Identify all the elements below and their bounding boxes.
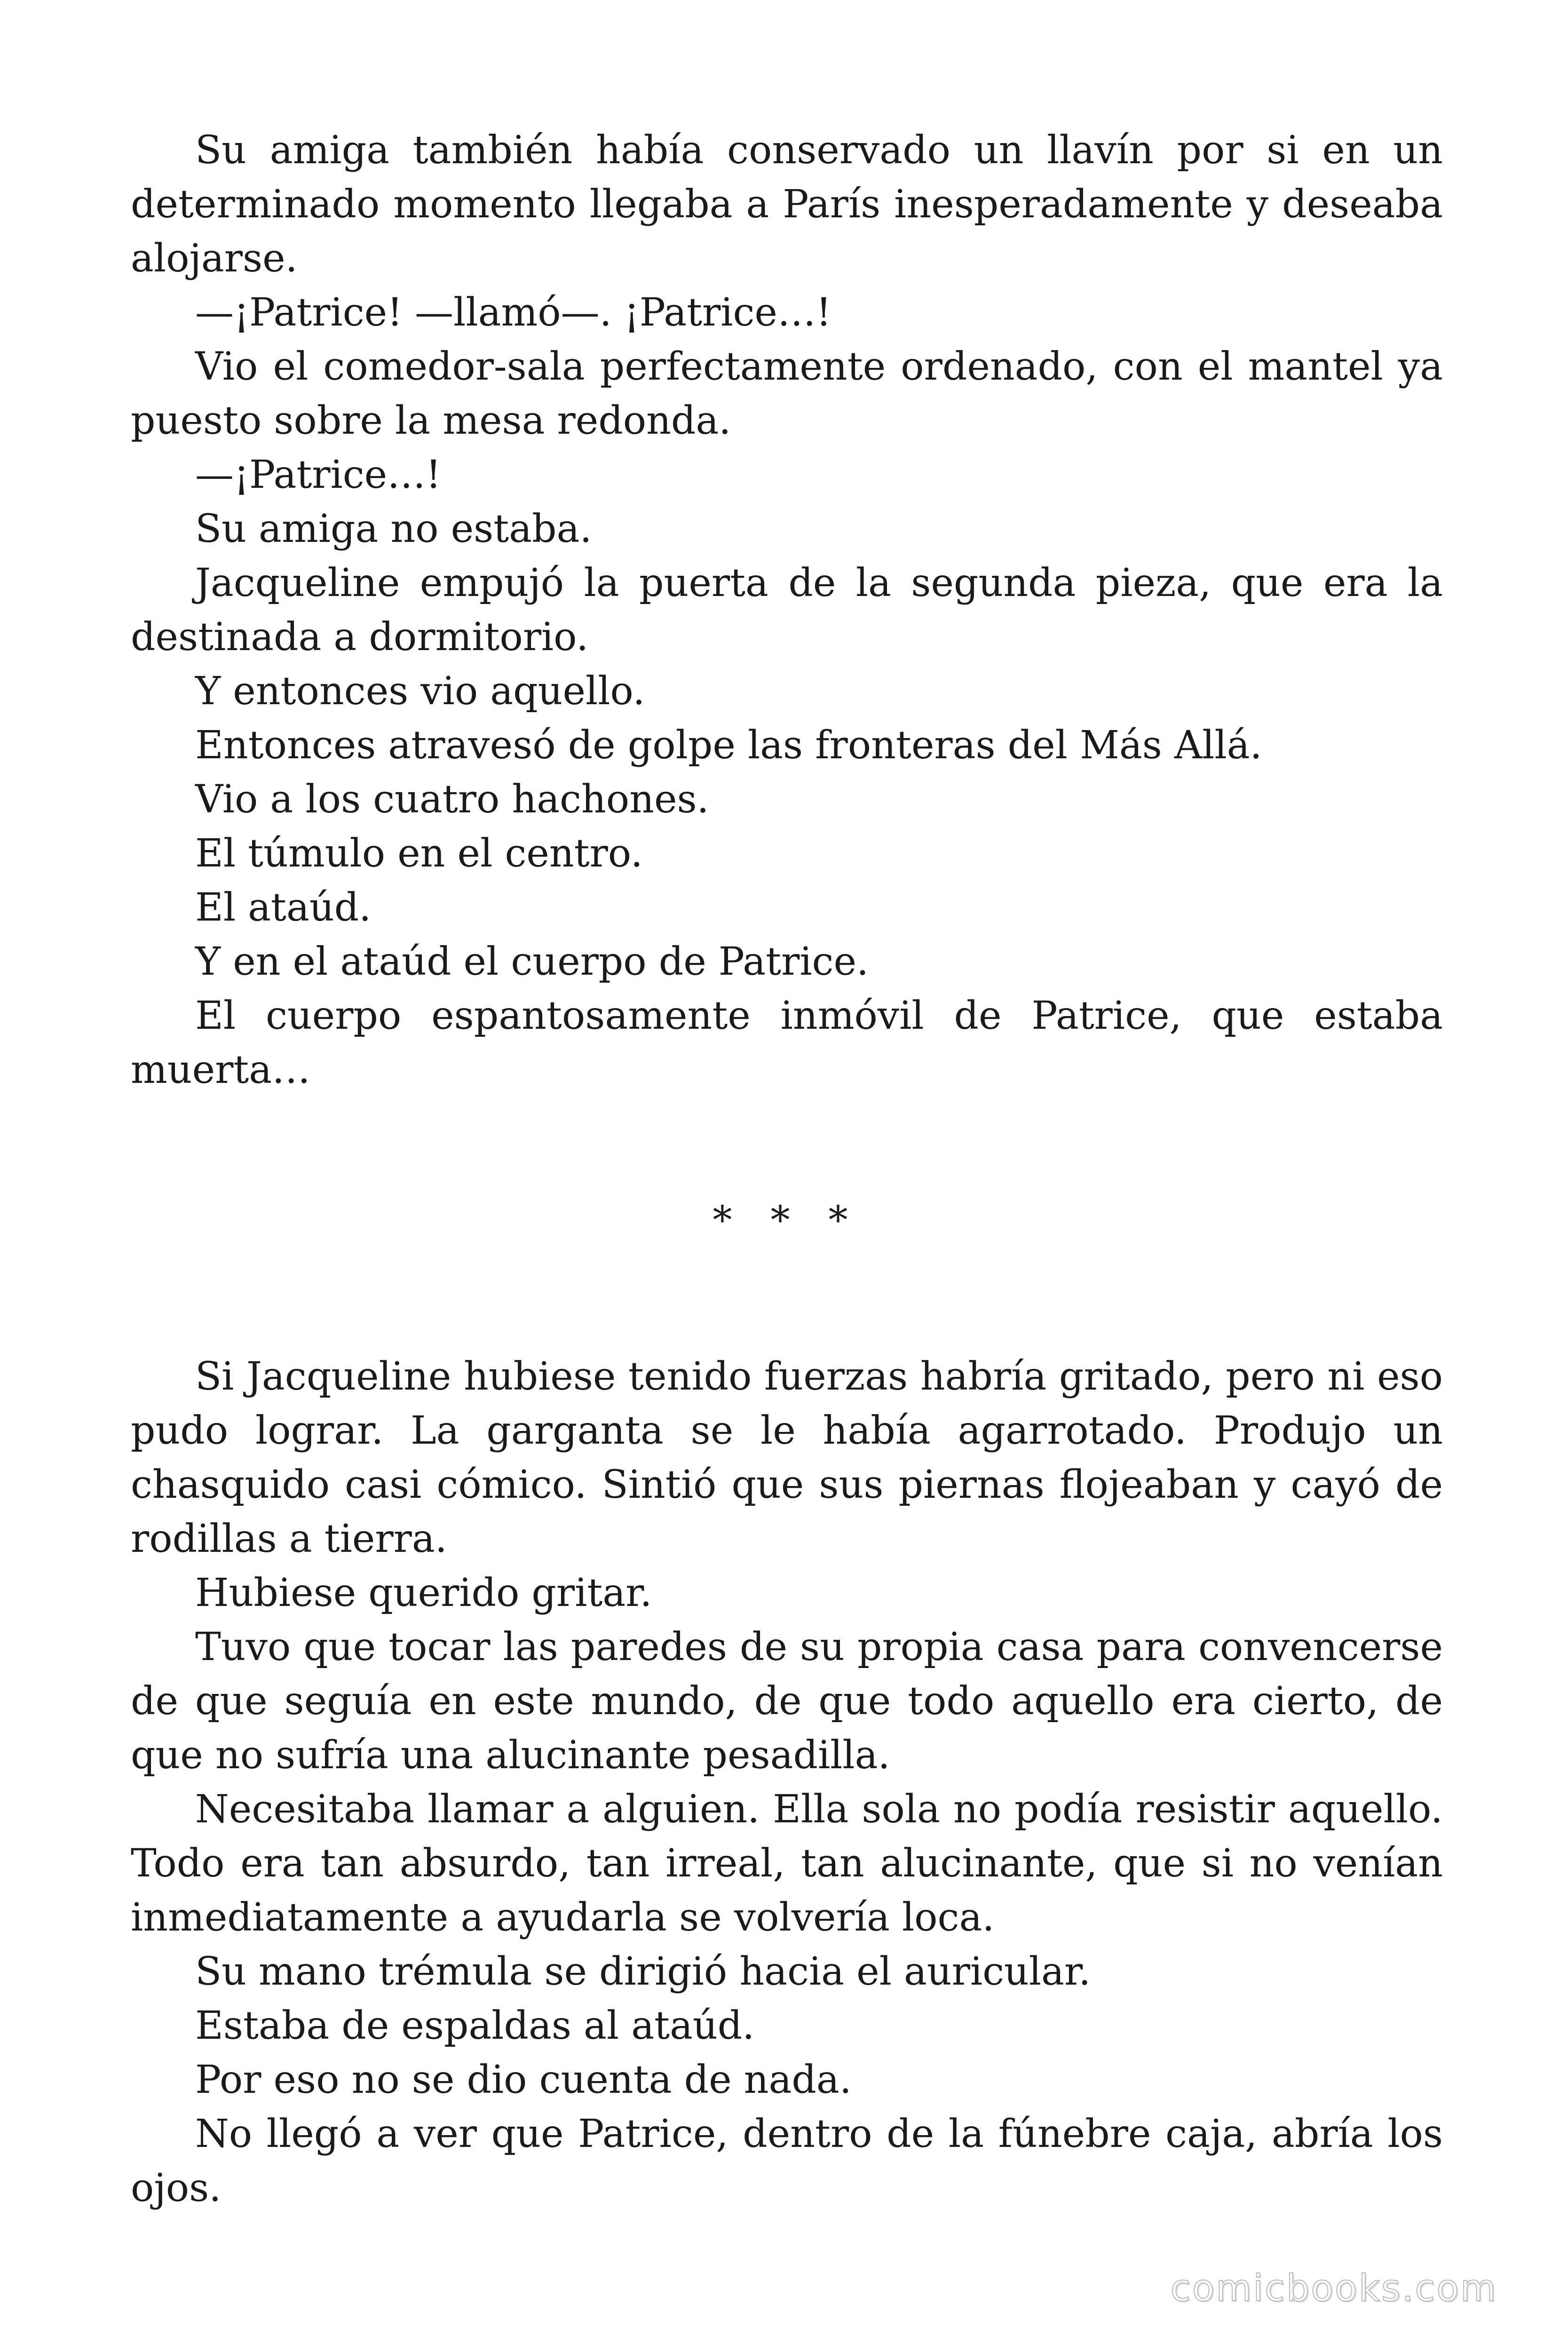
paragraph: Por eso no se dio cuenta de nada. xyxy=(195,2058,852,2102)
paragraph: Su mano trémula se dirigió hacia el auricular. xyxy=(195,1949,1091,1994)
paragraph: Y en el ataúd el cuerpo de Patrice. xyxy=(195,939,869,984)
paragraph: Entonces atravesó de golpe las fronteras del Más Allá. xyxy=(195,723,1262,768)
paragraph: Hubiese querido gritar. xyxy=(195,1571,652,1615)
paragraph: No llegó a ver que Patrice, dentro de la fúnebre caja, abría los ojos. xyxy=(131,2112,1443,2210)
text-section-1 xyxy=(131,123,1443,1097)
paragraph: Tuvo que tocar las paredes de su propia casa para convencerse de que seguía en este mundo, de que todo aquello era cierto, de que no sufría una alucinante pesadilla. xyxy=(131,1625,1443,1778)
section-separator: * * * xyxy=(713,1198,861,1243)
paragraph: —¡Patrice…! xyxy=(195,453,442,497)
paragraph: El ataúd. xyxy=(195,885,372,930)
paragraph: Su amiga no estaba. xyxy=(195,507,592,551)
paragraph: Y entonces vio aquello. xyxy=(195,669,645,714)
paragraph: —¡Patrice! —llamó—. ¡Patrice…! xyxy=(195,290,832,335)
paragraph: Vio el comedor-sala perfectamente ordenado, con el mantel ya puesto sobre la mesa redonda. xyxy=(131,344,1443,443)
paragraph: Estaba de espaldas al ataúd. xyxy=(195,2003,755,2048)
paragraph: Necesitaba llamar a alguien. Ella sola no podía resistir aquello. Todo era tan absurdo, tan irreal, tan alucinante, que si no venían inmediatamente a ayudarla se volvería loca. xyxy=(131,1787,1443,1940)
paragraph: Si Jacqueline hubiese tenido fuerzas habría gritado, pero ni eso pudo lograr. La garganta se le había agarrotado. Produjo un chasquido casi cómico. Sintió que sus piernas flojeaban y cayó de rodillas a tierra. xyxy=(131,1354,1443,1561)
paragraph: El cuerpo espantosamente inmóvil de Patrice, que estaba muerta… xyxy=(131,993,1443,1092)
paragraph: El túmulo en el centro. xyxy=(195,831,643,876)
paragraph: Jacqueline empujó la puerta de la segunda pieza, que era la destinada a dormitorio. xyxy=(131,561,1443,660)
paragraph: Su amiga también había conservado un llavín por si en un determinado momento llegaba a París inesperadamente y deseaba alojarse. xyxy=(131,128,1443,281)
book-page xyxy=(131,123,1443,2215)
text-section-2 xyxy=(131,1350,1443,2215)
watermark-logo: comicbooks.com xyxy=(1170,2267,1497,2310)
paragraph: Vio a los cuatro hachones. xyxy=(195,777,709,822)
